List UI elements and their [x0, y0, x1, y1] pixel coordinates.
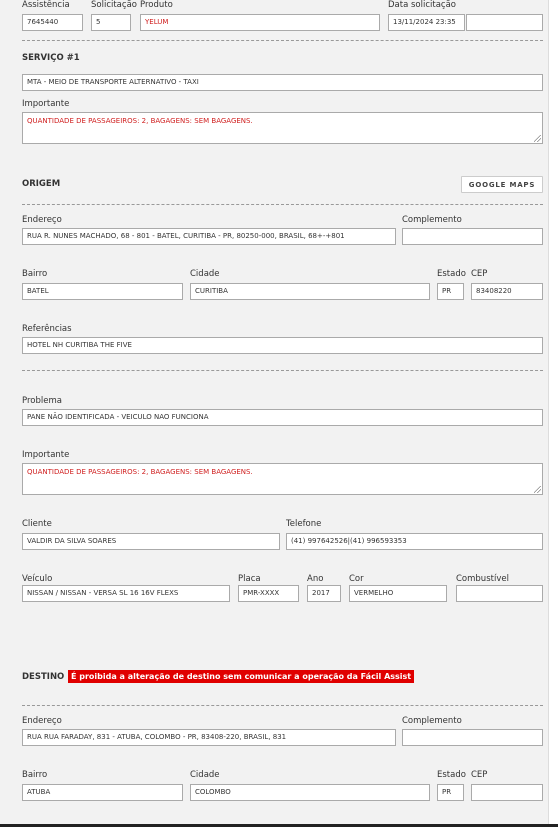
solicitacao-field[interactable]: 5 — [91, 14, 131, 31]
origem-bairro-label: Bairro — [22, 269, 48, 279]
veiculo-field[interactable]: NISSAN / NISSAN - VERSA SL 16 16V FLEXS — [22, 585, 230, 602]
origem-referencias-field[interactable]: HOTEL NH CURITIBA THE FIVE — [22, 337, 543, 354]
servico-importante-textarea[interactable] — [22, 112, 543, 144]
destino-complemento-field[interactable] — [402, 729, 543, 746]
ano-label: Ano — [307, 574, 324, 584]
cliente-label: Cliente — [22, 519, 52, 529]
google-maps-button[interactable]: GOOGLE MAPS — [461, 176, 543, 193]
destino-cep-label: CEP — [471, 770, 488, 780]
destino-bairro-label: Bairro — [22, 770, 48, 780]
telefone-field[interactable]: (41) 997642526|(41) 996593353 — [286, 533, 543, 550]
origem-estado-field[interactable]: PR — [437, 283, 464, 300]
assistencia-label: Assistência — [22, 0, 70, 10]
destino-endereco-label: Endereço — [22, 716, 62, 726]
divider — [22, 705, 543, 706]
problema-importante-textarea[interactable] — [22, 463, 543, 495]
problema-importante-text: QUANTIDADE DE PASSAGEIROS: 2, BAGAGENS: SEM BAGAGENS. — [27, 468, 253, 476]
origem-complemento-label: Complemento — [402, 215, 462, 225]
origem-cidade-label: Cidade — [190, 269, 220, 279]
combustivel-field[interactable] — [456, 585, 543, 602]
cor-label: Cor — [349, 574, 364, 584]
origem-complemento-field[interactable] — [402, 228, 543, 245]
destino-estado-label: Estado — [437, 770, 466, 780]
placa-field[interactable]: PMR-XXXX — [238, 585, 299, 602]
servico-importante-text: QUANTIDADE DE PASSAGEIROS: 2, BAGAGENS: SEM BAGAGENS. — [27, 117, 253, 125]
origem-estado-label: Estado — [437, 269, 466, 279]
data-solicitacao-label: Data solicitação — [388, 0, 457, 10]
origem-referencias-label: Referências — [22, 324, 72, 334]
produto-field[interactable]: YELUM — [140, 14, 380, 31]
destino-title: DESTINO — [22, 672, 65, 682]
cor-field[interactable]: VERMELHO — [349, 585, 447, 602]
data-solicitacao-field[interactable]: 13/11/2024 23:35 — [388, 14, 465, 31]
destino-cidade-label: Cidade — [190, 770, 220, 780]
origem-bairro-field[interactable]: BATEL — [22, 283, 183, 300]
destino-warning-badge: É proibida a alteração de destino sem comunicar a operação da Fácil Assist — [68, 670, 414, 683]
extra-field[interactable] — [466, 14, 543, 31]
divider — [22, 370, 543, 371]
cliente-field[interactable]: VALDIR DA SILVA SOARES — [22, 533, 280, 550]
ano-field[interactable]: 2017 — [307, 585, 341, 602]
origem-title: ORIGEM — [22, 179, 61, 189]
resize-handle-icon[interactable] — [534, 135, 541, 142]
destino-cidade-field[interactable]: COLOMBO — [190, 784, 430, 801]
servico-title: SERVIÇO #1 — [22, 53, 80, 63]
origem-endereco-field[interactable]: RUA R. NUNES MACHADO, 68 - 801 - BATEL, CURITIBA - PR, 80250-000, BRASIL, 68+-+801 — [22, 228, 396, 245]
combustivel-label: Combustível — [456, 574, 509, 584]
destino-endereco-field[interactable]: RUA RUA FARADAY, 831 - ATUBA, COLOMBO - PR, 83408-220, BRASIL, 831 — [22, 729, 396, 746]
problema-label: Problema — [22, 396, 62, 406]
problema-importante-label: Importante — [22, 450, 70, 460]
problema-field[interactable]: PANE NÃO IDENTIFICADA - VEICULO NAO FUNCIONA — [22, 409, 543, 426]
servico-importante-label: Importante — [22, 99, 70, 109]
destino-bairro-field[interactable]: ATUBA — [22, 784, 183, 801]
divider — [22, 204, 543, 205]
origem-cep-label: CEP — [471, 269, 488, 279]
placa-label: Placa — [238, 574, 261, 584]
assistencia-field[interactable]: 7645440 — [22, 14, 83, 31]
origem-endereco-label: Endereço — [22, 215, 62, 225]
destino-estado-field[interactable]: PR — [437, 784, 464, 801]
origem-cidade-field[interactable]: CURITIBA — [190, 283, 430, 300]
telefone-label: Telefone — [286, 519, 322, 529]
divider — [22, 40, 543, 41]
origem-cep-field[interactable]: 83408220 — [471, 283, 543, 300]
scrollbar[interactable] — [548, 0, 558, 827]
resize-handle-icon[interactable] — [534, 486, 541, 493]
destino-complemento-label: Complemento — [402, 716, 462, 726]
veiculo-label: Veículo — [22, 574, 53, 584]
destino-cep-field[interactable] — [471, 784, 543, 801]
produto-label: Produto — [140, 0, 173, 10]
servico-field[interactable]: MTA - MEIO DE TRANSPORTE ALTERNATIVO - TAXI — [22, 74, 543, 91]
solicitacao-label: Solicitação — [91, 0, 137, 10]
